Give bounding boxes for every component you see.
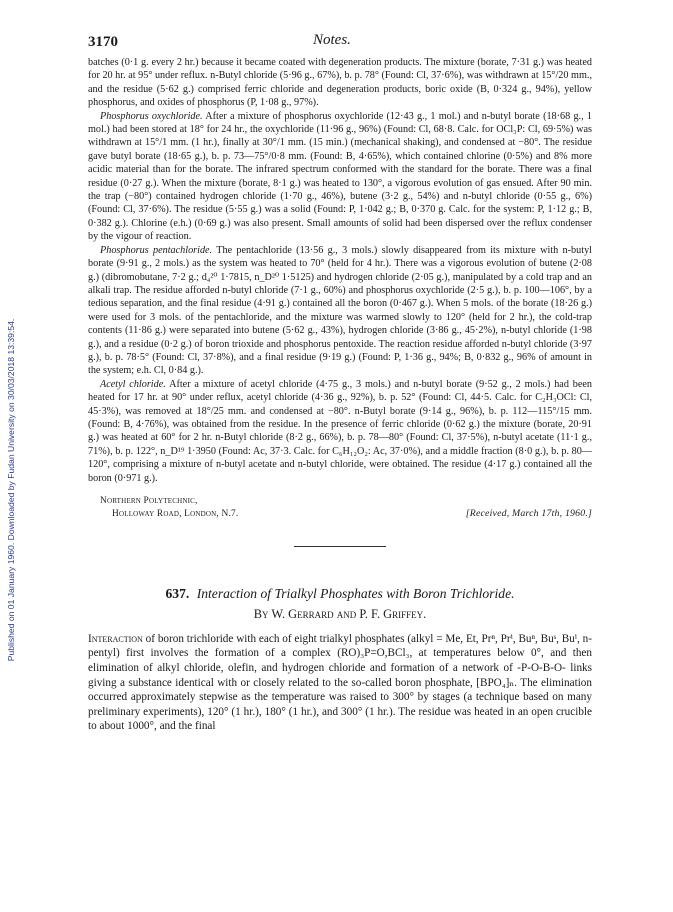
paragraph-acetyl-chloride: [88, 378, 592, 485]
address-line-2: [88, 508, 592, 521]
address-street: Holloway Road, London, N.7.: [112, 508, 239, 519]
article-title-text: Interaction of Trialkyl Phosphates with Boron Trichloride.: [196, 586, 515, 601]
download-watermark-text: Published on 01 January 1960. Downloaded by Fudan University on 30/03/2018 13:39:54.: [6, 318, 16, 662]
paragraph-pentachloride: [88, 244, 592, 378]
run-in-head: Phosphorus oxychloride.: [100, 110, 203, 122]
article-body: [88, 56, 592, 734]
paragraph-text: After a mixture of acetyl chloride (4·75 g., 3 mols.) and n-butyl borate (9·52 g., 2 mols.) had been heated for 17 hr. at 90° under reflux, acetyl chloride (4·36 g., 92%), b. p. 52° (Found: Cl, 44·5. Calc. for C₂H₃OCl: Cl, 45·3%), was removed at 18°/25 mm. and condensed at −80°. n-Butyl borate (9·14 g., 96%), b. p. 112—115°/15 mm. (Found: B, 4·76%), was obtained from the residue. In the presence of ferric chloride (0·62 g.) the mixture (borate, 20·91 g.) was heated at 60° for 2 hr. n-Butyl chloride (8·2 g., 66%), b. p. 78—80° (Found: Cl, 37·5%), n-butyl acetate (11·1 g., 71%), b. p. 122°, n_D¹⁹ 1·3950 (Found: Ac, 37·3. Calc. for C₆H₁₂O₂: Ac, 37·0%), and a middle fraction (8·0 g.), b. p. 80—120°, comprising a mixture of n-butyl acetate and n-butyl chloride, were obtained. The residue (4·17 g.) contained all the boron (0·971 g.).: [88, 378, 592, 484]
article-title: [88, 587, 592, 600]
intro-paragraph: [88, 632, 592, 734]
address-line-1: Northern Polytechnic,: [100, 496, 198, 506]
section-divider: [294, 546, 386, 547]
paragraph-continuation: batches (0·1 g. every 2 hr.) because it became coated with degeneration products. The mixture (borate, 7·31 g.) was heated for 20 hr. at 95° under reflux. n-Butyl chloride (5·96 g., 67%), b. p. 78° (Found: Cl, 37·6%), was withdrawn at 15°/20 mm., and the residue (5·62 g.) comprised ferric chloride and degeneration products, boric oxide (B, 0·324 g., 94%), yellow phosphorus, and oxides of phosphorus (P, 1·08 g., 97%).: [88, 57, 592, 109]
paragraph-text: After a mixture of phosphorus oxychloride (12·43 g., 1 mol.) and n-butyl borate (18·68 g., 1 mol.) had been stored at 18° for 24 hr., the oxychloride (11·96 g., 96%) (Found: Cl, 68·8. Calc. for OCl₃P: Cl, 69·5%) was withdrawn at 15°/1 mm. (1 hr.), finally at 30°/1 mm. (15 min.) (mechanical shaking), and condensed at −80°. The residue gave butyl borate (18·65 g.), b. p. 73—75°/0·8 mm. (Found: B, 4·65%), which contained chlorine (0·5%) and 8% more acidic material than for the borate. The infrared spectrum conformed with the standard for the borate. There was a final residue (0·27 g.). When the mixture (borate, 8·1 g.) was heated to 130°, a vigorous evolution of gas ensued. After 90 min. the trap (−80°) contained hydrogen chloride (1·70 g., 46%), butene (3·2 g., 54%) and n-butyl chloride (0·55 g., 6%) (Found: Cl, 37·6%). The residue (5·55 g.) was a solid (Found: P, 1·042 g.; B, 0·370 g. Calc. for the system: P, 1·12 g.; B, 0·382 g.). Chlorine (e.h.) (0·69 g.) was also present. Small amounts of solid had been dispersed over the reflux condenser by the vigour of reaction.: [88, 110, 592, 243]
run-in-head: Acetyl chloride.: [100, 378, 166, 390]
received-date: [Received, March 17th, 1960.]: [465, 507, 592, 519]
intro-text: of boron trichloride with each of eight trialkyl phosphates (alkyl = Me, Et, Prⁿ, Prⁱ, Buⁿ, Buˢ, Buⁱ, n-pentyl) first involves the formation of a complex (RO)₃P=O,BCl₃, at temperatures below 0°, and then elimination of alkyl chloride, olefin, and hydrogen chloride and formation of a network of -P-O-B-O- links giving a substance identical with or closely related to the so-called boron phosphate, [BPO₄]ₙ. The elimination occurred approximately stepwise as the temperature was raised to 300° by stages (a technique based on many preliminary experiments), 120° (1 hr.), 180° (1 hr.), and 300° (1 hr.). The residue was heated in an open crucible to about 1000°, and the final: [88, 632, 592, 733]
author-address: [88, 495, 592, 520]
download-watermark: [0, 170, 22, 810]
article-number: 637.: [165, 586, 190, 601]
paragraph-text: The pentachloride (13·56 g., 3 mols.) slowly disappeared from its mixture with n-butyl borate (9·91 g., 2 mols.) as the system was heated to 70° (held for 4 hr.). There was a vigorous evolution of butene (2·08 g.) (dibromobutane, 7·2 g.; d₄²⁰ 1·7815, n_D²⁰ 1·5125) and hydrogen chloride (2·05 g.), manipulated by a cold trap and an alkali trap. The residue afforded n-butyl chloride (7·1 g., 60%) and phosphorus oxychloride (2·5 g.), b. p. 100—106°, by a tedious separation, and the final residue (4·91 g.) contained all the boron (0·467 g.). When 5 mols. of the borate (18·26 g.) were used for 3 mols. of the pentachloride, and the mixture was warmed slowly to 120° (held for 2 hr.), the cold-trap contents (11·86 g.) were separated into butene (5·62 g., 43%), hydrogen chloride (3·86 g., 45·2%), n-butyl chloride (1·98 g.), and a residue (0·2 g.) of boron trioxide and phosphorus pentoxide. The reaction residue afforded n-butyl chloride (3·97 g.), b. p. 78·5° (Found: Cl, 37·8%), and a final residue (9·19 g.) (Found: P, 1·36 g., 94%; B, 0·832 g., 96% of amount in the system; e.h. Cl, 0·84 g.).: [88, 244, 592, 377]
article-intro: [88, 632, 592, 734]
paragraph-oxychloride: [88, 110, 592, 244]
article-authors: By W. Gerrard and P. F. Griffey.: [253, 607, 427, 622]
run-in-head: Phosphorus pentachloride.: [100, 244, 213, 256]
intro-lead-word: Interaction: [88, 632, 143, 645]
page-number: 3170: [88, 34, 118, 50]
running-head: Notes.: [313, 32, 351, 48]
